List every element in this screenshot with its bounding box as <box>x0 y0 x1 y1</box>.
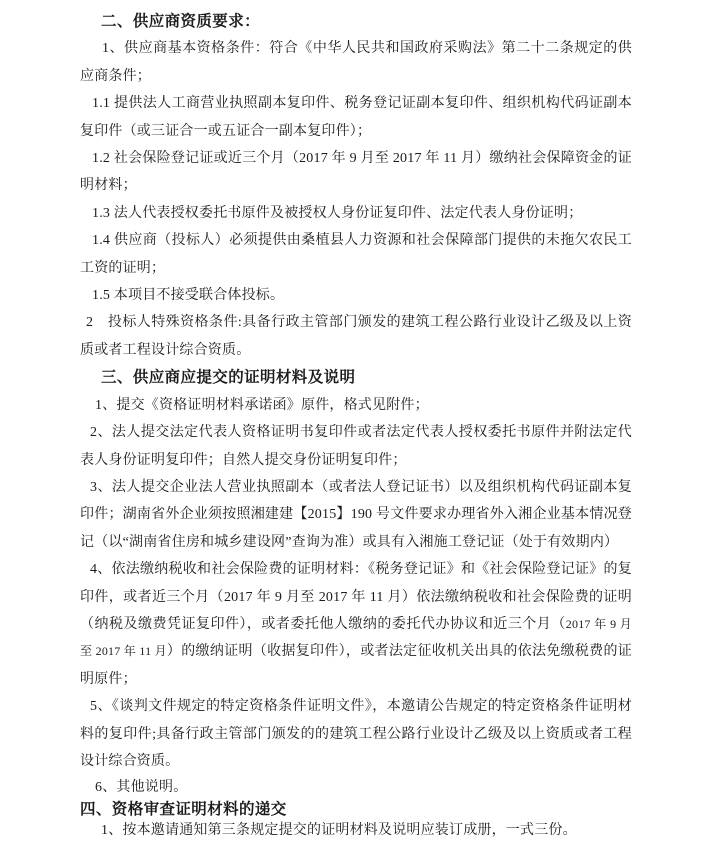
para-license-and-hunan-registration: 3、法人提交企业法人营业执照副本（或者法人登记证书）以及组织机构代码证副本复印件；湖南省外企业须按照湘建建【2015】190 号文件要求办理省外入湘企业基本情况登记（以“湖南省住房和城乡建设网”查询为准）或具有入湘施工登记证（处于有效期内） <box>80 479 632 550</box>
para-tax-social-insurance-proof <box>80 556 632 693</box>
section-heading-materials-submission: 四、资格审查证明材料的递交 <box>80 801 287 819</box>
para-tax-run-small-dates: 2017 年 9 月至 2017 年 11 月 <box>80 616 632 659</box>
para-tax-run-normal-1: 4、依法缴纳税收和社会保险费的证明材料：《税务登记证》和《社会保险登记证》的复印件，或者近三个月（2017 年 9 月至 2017 年 11 月）依法缴纳税收和社会保险费的证明（纳税及缴费凭证复印件），或者委托他人缴纳的委托代办协议和近三个月（ <box>80 562 632 632</box>
para-commitment-letter: 1、提交《资格证明材料承诺函》原件，格式见附件； <box>95 397 429 413</box>
para-specific-qualification-documents: 5、《谈判文件规定的特定资格条件证明文件》，本邀请公告规定的特定资格条件证明材料的复印件;具备行政主管部门颁发的的建筑工程公路行业设计乙级及以上资质或者工程设计综合资质。 <box>80 699 632 769</box>
section-heading-certification-materials: 三、供应商应提交的证明材料及说明 <box>101 369 356 387</box>
para-1-1-business-license: 1.1 提供法人工商营业执照副本复印件、税务登记证副本复印件、组织机构代码证副本复印件（或三证合一或五证合一副本复印件）； <box>80 96 632 139</box>
para-1-4-migrant-wages: 1.4 供应商（投标人）必须提供由桑植县人力资源和社会保障部门提供的未拖欠农民工工资的证明； <box>80 233 632 276</box>
para-other-notes: 6、其他说明。 <box>95 780 188 796</box>
section-heading-supplier-qualifications: 二、供应商资质要求： <box>101 13 261 30</box>
para-1-5-no-consortium: 1.5 本项目不接受联合体投标。 <box>92 288 285 304</box>
para-binding-requirement: 1、按本邀请通知第三条规定提交的证明材料及说明应装订成册，一式三份。 <box>101 823 577 839</box>
para-1-3-authorization: 1.3 法人代表授权委托书原件及被授权人身份证复印件、法定代表人身份证明； <box>92 205 583 221</box>
para-legal-representative-documents: 2、法人提交法定代表人资格证明书复印件或者法定代表人授权委托书原件并附法定代表人身份证明复印件；自然人提交身份证明复印件； <box>80 425 632 468</box>
para-1-2-social-insurance: 1.2 社会保险登记证或近三个月（2017 年 9 月至 2017 年 11 月）缴纳社会保障资金的证明材料； <box>80 151 632 194</box>
document-body <box>80 8 632 842</box>
para-2-special-qualification: 2 投标人特殊资格条件:具备行政主管部门颁发的建筑工程公路行业设计乙级及以上资质或者工程设计综合资质。 <box>80 315 632 358</box>
para-tax-run-normal-2: ）的缴纳证明（收据复印件），或者法定征收机关出具的依法免缴税费的证明原件； <box>80 644 632 687</box>
para-basic-qualification: 1、供应商基本资格条件：符合《中华人民共和国政府采购法》第二十二条规定的供应商条件； <box>80 41 632 84</box>
